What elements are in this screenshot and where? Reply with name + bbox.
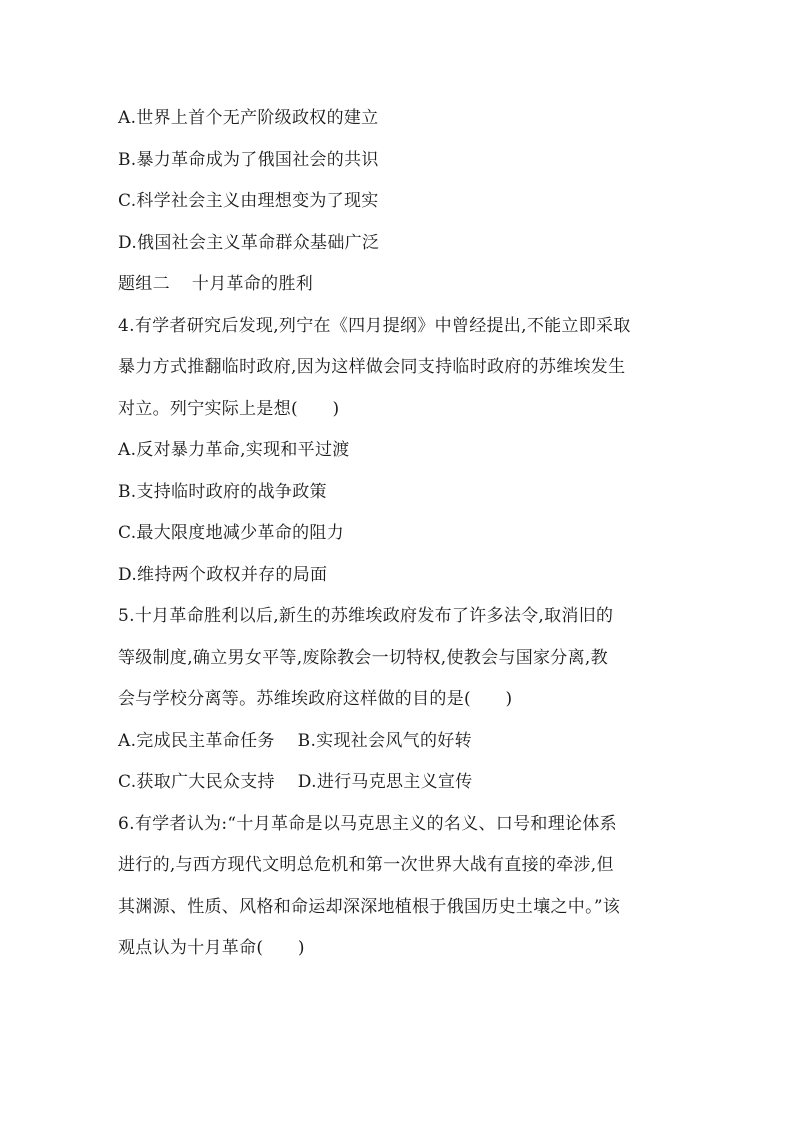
q5-options-row-2: C.获取广大民众支持 D.进行马克思主义宣传 [118,772,473,792]
q6-stem-line-1: 6.有学者认为:“十月革命是以马克思主义的名义、口号和理论体系 [118,814,617,834]
q4-stem-line-2: 暴力方式推翻临时政府,因为这样做会同支持临时政府的苏维埃发生 [118,357,626,377]
q4-option-a: A.反对暴力革命,实现和平过渡 [118,440,350,460]
section-heading [118,272,698,296]
q4-stem-line-3: 对立。列宁实际上是想( ) [118,399,340,419]
section-number: 题组二 [118,274,170,294]
q3-option-a: A.世界上首个无产阶级政权的建立 [118,108,379,128]
q6-stem-line-3: 其渊源、性质、风格和命运却深深地植根于俄国历史土壤之中。”该 [118,897,621,917]
q4-option-b: B.支持临时政府的战争政策 [118,482,327,502]
q6-stem-line-2: 进行的,与西方现代文明总危机和第一次世界大战有直接的牵涉,但 [118,855,614,875]
q4-option-d: D.维持两个政权并存的局面 [118,565,328,585]
q4-stem-line-1: 4.有学者研究后发现,列宁在《四月提纲》中曾经提出,不能立即采取 [118,316,631,336]
q3-option-d: D.俄国社会主义革命群众基础广泛 [118,233,380,253]
section-title: 十月革命的胜利 [191,274,314,294]
q6-stem-line-4: 观点认为十月革命( ) [118,938,305,958]
q5-stem-line-2: 等级制度,确立男女平等,废除教会一切特权,使教会与国家分离,教 [118,648,608,668]
q3-option-c: C.科学社会主义由理想变为了现实 [118,191,379,211]
q5-stem-line-3: 会与学校分离等。苏维埃政府这样做的目的是( ) [118,689,513,709]
q5-options-row-1: A.完成民主革命任务 B.实现社会风气的好转 [118,731,472,751]
q5-stem-line-1: 5.十月革命胜利以后,新生的苏维埃政府发布了许多法令,取消旧的 [118,606,614,626]
q3-option-b: B.暴力革命成为了俄国社会的共识 [118,150,379,170]
q4-option-c: C.最大限度地减少革命的阻力 [118,523,345,543]
